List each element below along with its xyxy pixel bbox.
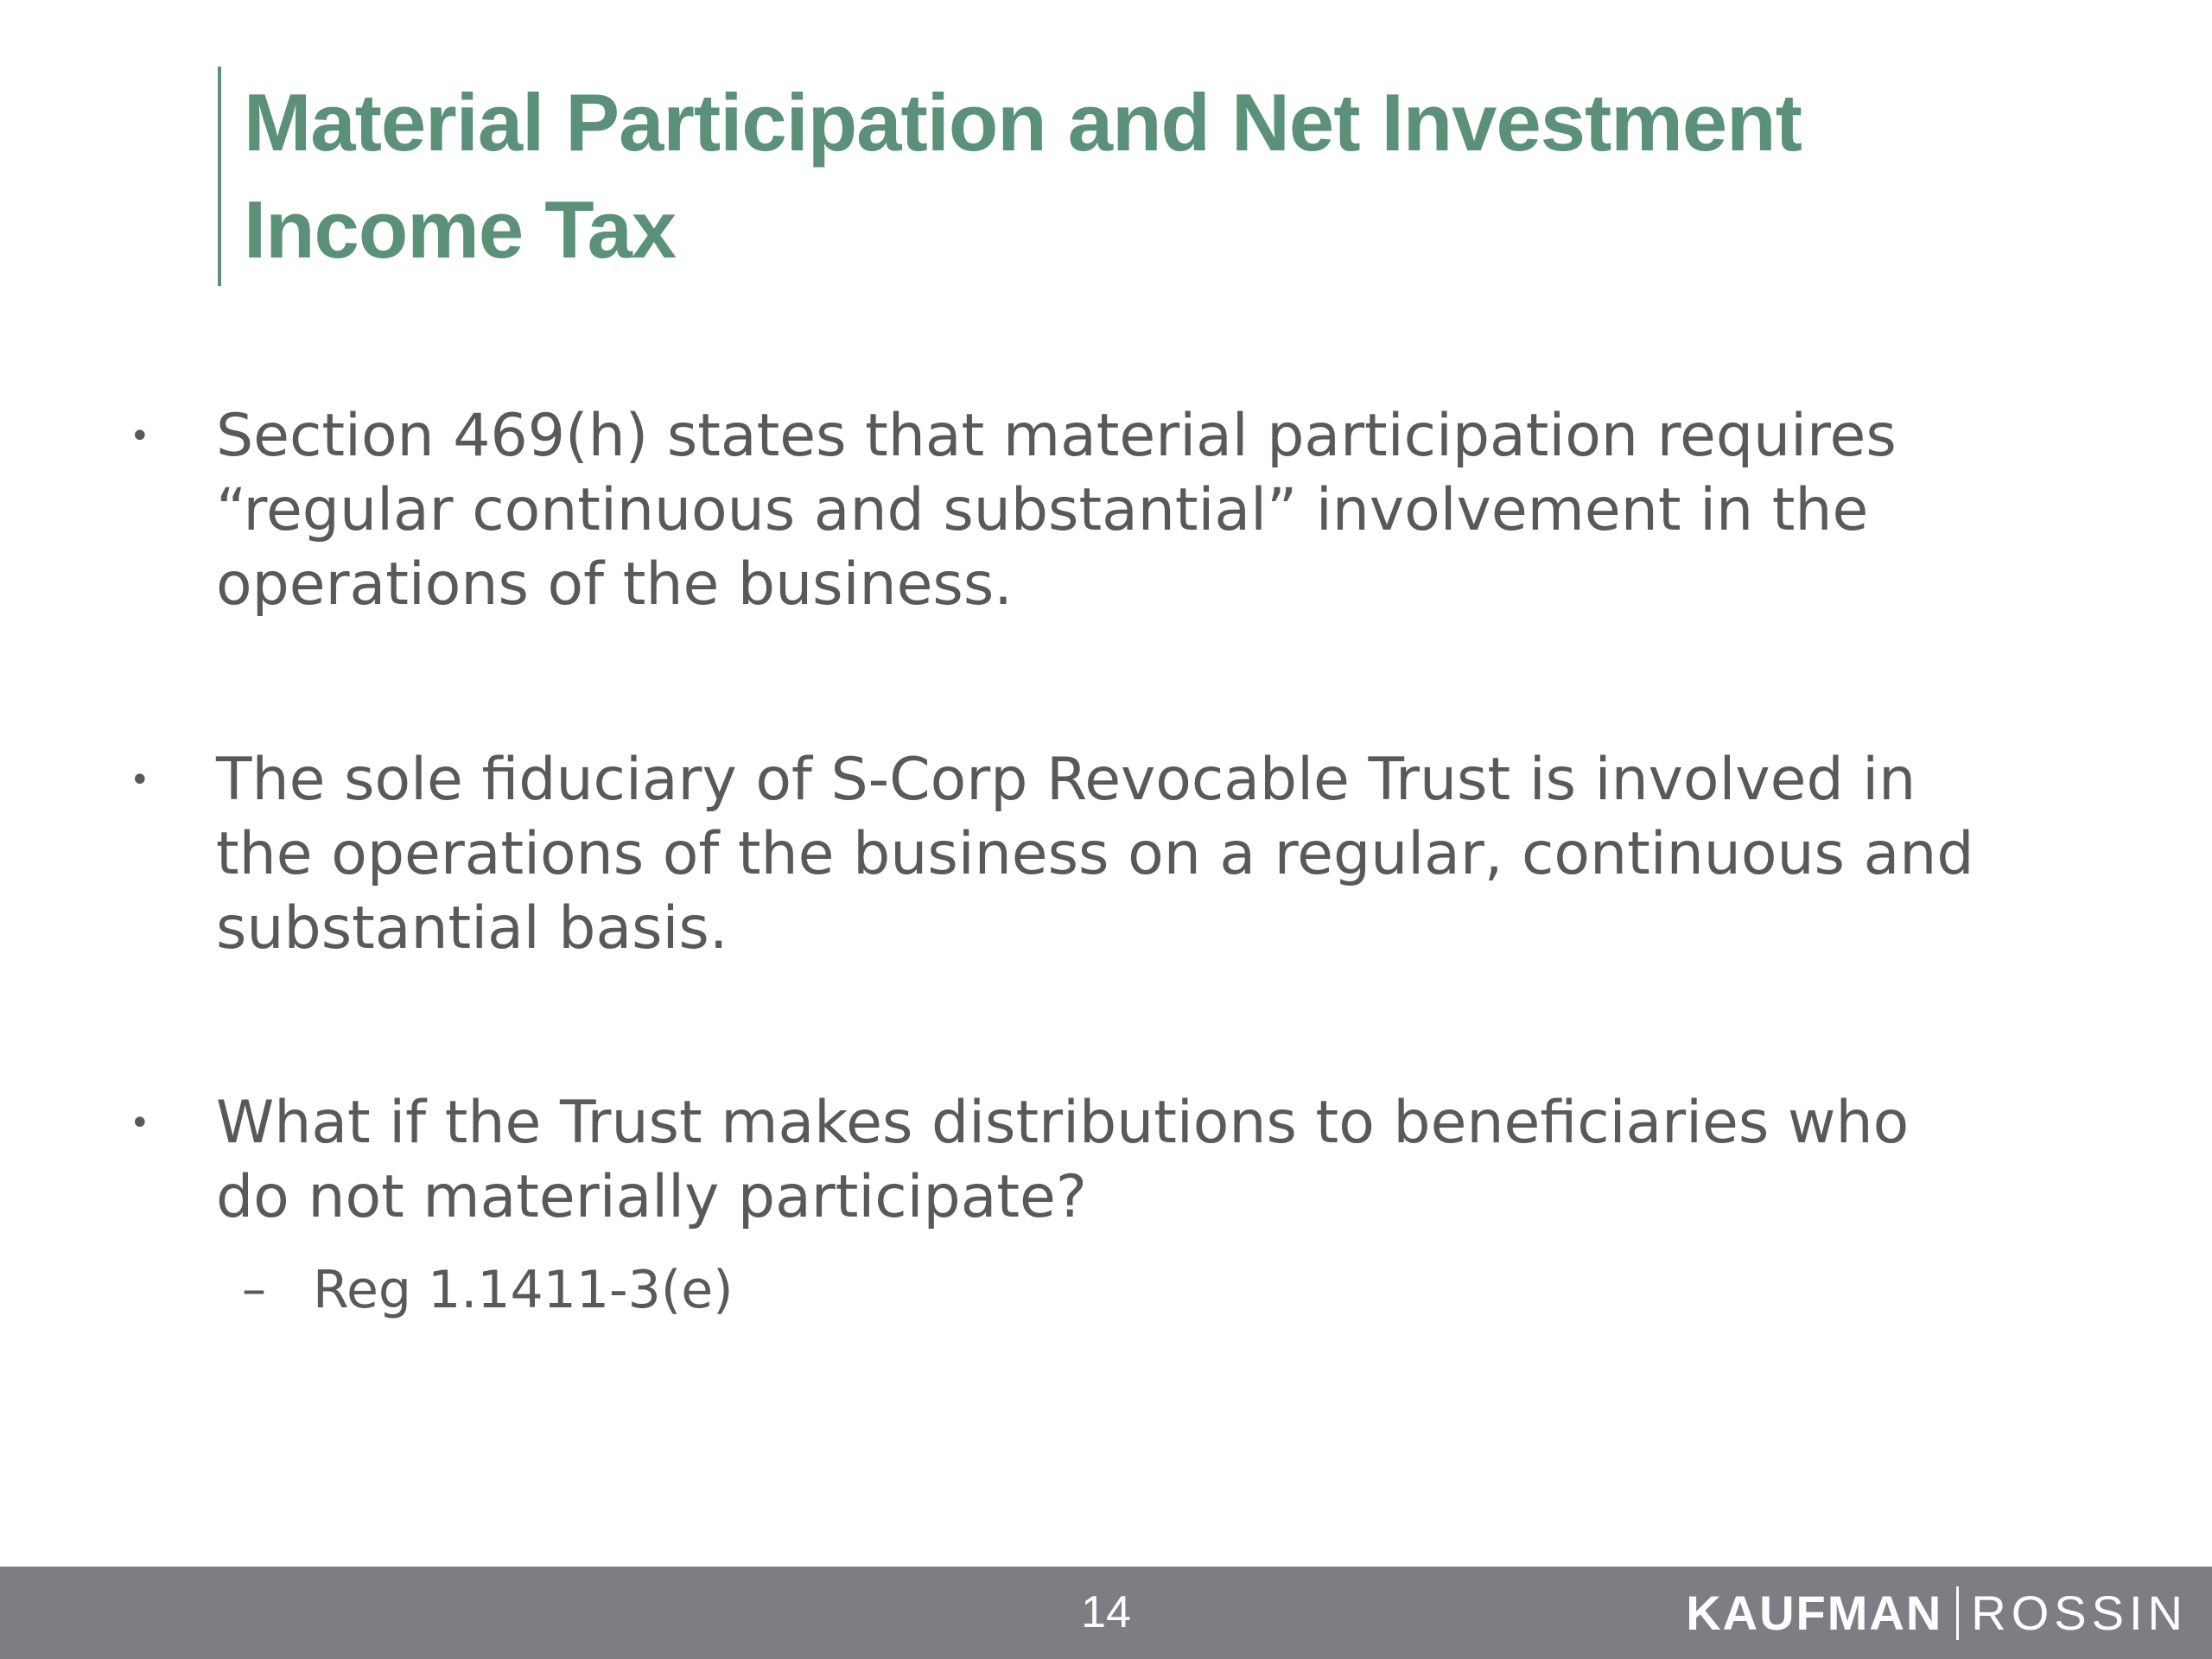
bullet-line: “regular continuous and substantial” involvement in the: [216, 476, 1869, 544]
sub-bullet-text: Reg 1.1411-3(e): [313, 1260, 734, 1320]
logo-divider: [1956, 1586, 1959, 1640]
bullet-text: [216, 1086, 2074, 1235]
slide-title: Material Participation and Net Investment Income Tax: [244, 77, 1802, 275]
bullet-line: do not materially participate?: [216, 1163, 1087, 1231]
bullet-marker: •: [130, 1103, 150, 1143]
bullet-line: What if the Trust makes distributions to beneficiaries who: [216, 1089, 1910, 1157]
bullet-marker: •: [130, 760, 150, 800]
footer-bar: [0, 1567, 2212, 1659]
bullet-line: The sole fiduciary of S-Corp Revocable Trust is involved in: [216, 746, 1916, 814]
page-number: 14: [1081, 1587, 1131, 1637]
sub-bullet-marker: –: [242, 1262, 266, 1318]
logo-text-kaufman: KAUFMAN: [1686, 1586, 1943, 1640]
bullet-line: the operations of the business on a regular, continuous and: [216, 820, 1974, 888]
bullet-line: substantial basis.: [216, 894, 728, 963]
bullet-line: Section 469(h) states that material participation requires: [216, 402, 1897, 470]
bullet-text: [216, 743, 2074, 966]
bullet-marker: •: [130, 416, 150, 456]
bullet-line: operations of the business.: [216, 550, 1013, 619]
company-logo: [1686, 1567, 2188, 1659]
logo-text-rossin: ROSSIN: [1971, 1586, 2188, 1640]
bullet-text: [216, 399, 2074, 622]
